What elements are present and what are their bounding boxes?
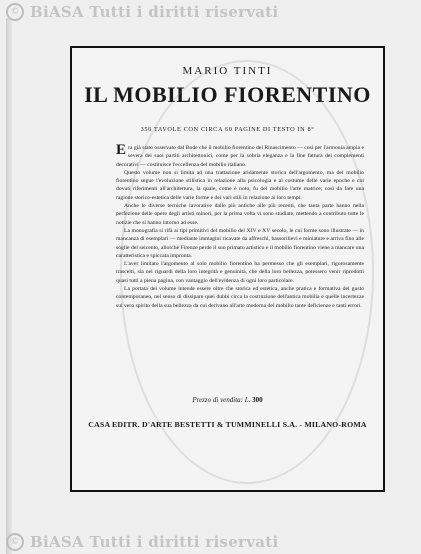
page-edge-shadow — [6, 18, 12, 554]
paragraph: La monografia si rifà ai tipi primitivi del mobilio del XIV e XV secolo, le cui forme sono illustrate — in mancanza di esemplari — mediante immagini ricavate da affreschi, bassorilievi e miniature e arriva fino alle soglie del seicento, allorchè Firenze perde il suo primato artistico e il mobilio fiorentino viene a mancare una caratteristica e spiccata impronta. — [116, 227, 364, 259]
copyright-icon: © — [6, 533, 24, 551]
book-title: IL MOBILIO FIORENTINO — [84, 82, 371, 107]
paragraph: La portata del volume intende essere oltre che storica ed estetica, anche pratica e formativa del gusto contemporaneo, nel senso di dissipare quei dubbi circa la costruzione dell'antica mobilia e quelle incertezze sul vero spirito della sua bellezza da cui derivano all'arte moderna del mobilio tante deficienze e tanti errori. — [116, 286, 364, 309]
paragraph: Anche le diverse tecniche lavorative dalle più antiche alle più recenti, che tanta parte hanno nella perfezione delle opere degli artisti minori, per la prima volta vi sono studiate, mettendo a contributo tutte le notizie che si hanno intorno ad esse. — [116, 203, 364, 226]
watermark-text: BiASA Tutti i diritti riservati — [30, 533, 279, 551]
copyright-icon: © — [6, 3, 24, 21]
author-name: MARIO TINTI — [182, 65, 273, 77]
paragraph: Era già stato osservato dal Bode che il mobilio fiorentino del Rinascimento — così per l'armonia ampia e severa dei suoi partiti architettonici, come per la sobria eleganza e la fine fattura dei complementi decorativi — costituisce l'eccellenza del mobilio italiano. — [116, 142, 364, 168]
price-line — [72, 396, 383, 404]
book-subtitle: 350 TAVOLE CON CIRCA 60 PAGINE DI TESTO IN 8° — [140, 126, 315, 133]
watermark-top — [0, 0, 421, 24]
price-label: Prezzo di vendita: L. — [192, 396, 251, 404]
publisher-line: CASA EDITR. D'ARTE BESTETTI & TUMMINELLI S.A. - MILANO-ROMA — [88, 420, 367, 429]
price-value: 300 — [252, 396, 263, 404]
watermark-text: BiASA Tutti i diritti riservati — [30, 3, 279, 21]
drop-cap: E — [116, 142, 127, 158]
description-text — [116, 144, 364, 310]
paragraph: L'aver limitato l'argomento al solo mobilio fiorentino ha permesso che gli esemplari, rigorosamente trascelti, sia nei riguardi della loro integrità e genuinità, che della loro bellezza, potessero venir riprodotti quasi tutti a piena pagina, con vantaggio dell'evidenza di ogni loro particolare. — [116, 261, 364, 284]
paragraph: Questo volume non si limita ad una trattazione aridamente storica dell'argomento, ma del mobilio fiorentino segue l'evoluzione stilistica in relazione alla psicologia e al costume delle varie epoche e coi dovuti riferimenti all'architettura, la quale, come è noto, fu del mobilio l'arte matrice; così da fare una ragione storico-estetica delle varie forme e dei vari stili in relazione ai loro tempi. — [116, 169, 364, 201]
watermark-bottom — [0, 530, 421, 554]
advertisement-frame — [70, 46, 385, 492]
